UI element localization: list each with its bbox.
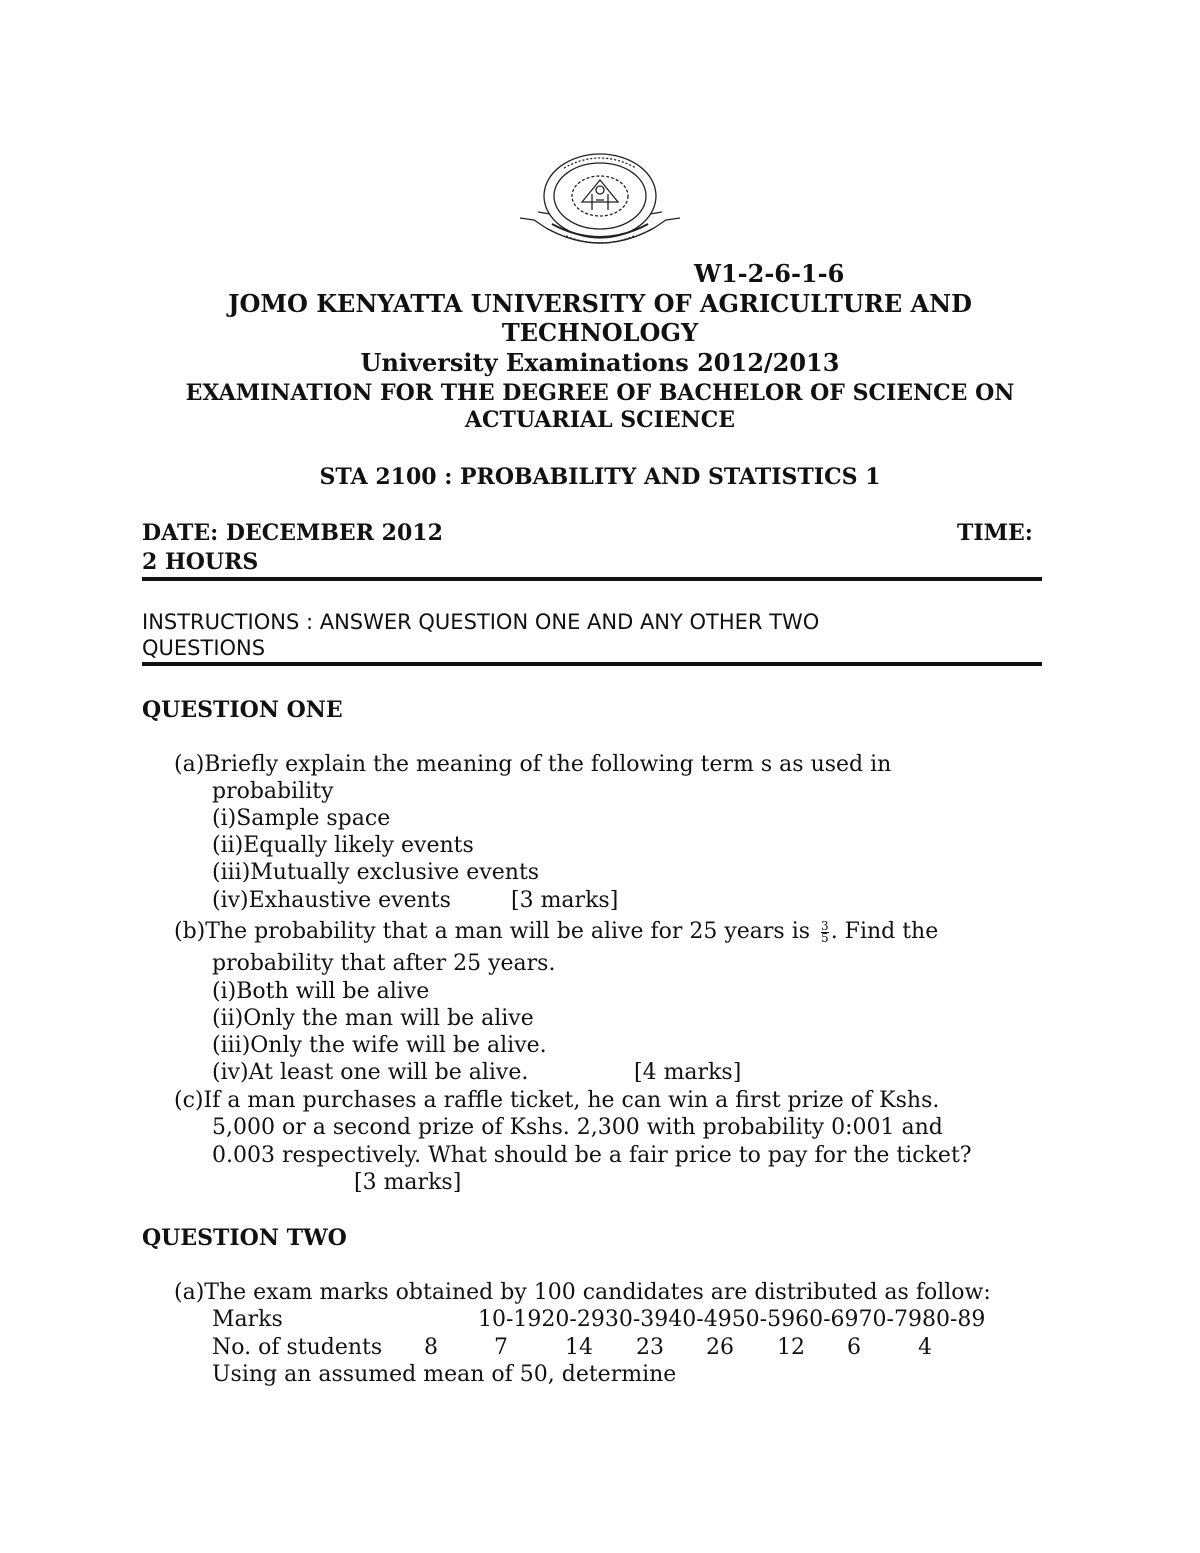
q1b-continuation: probability that after 25 years. bbox=[212, 951, 556, 976]
course-title: STA 2100 : PROBABILITY AND STATISTICS 1 bbox=[319, 464, 881, 490]
q1a-lead: (a)Briefly explain the meaning of the following term s as used in bbox=[174, 752, 892, 777]
students-cell: 26 bbox=[706, 1335, 734, 1360]
students-row-label: No. of students bbox=[212, 1335, 383, 1360]
q1a-item: (iii)Mutually exclusive events bbox=[212, 860, 540, 885]
students-cell: 8 bbox=[424, 1335, 438, 1360]
degree-line1: EXAMINATION FOR THE DEGREE OF BACHELOR OF SCIENCE ON bbox=[185, 380, 1015, 406]
q1c-marks: [3 marks] bbox=[354, 1170, 462, 1195]
students-cell: 7 bbox=[494, 1335, 508, 1360]
q1b-item: (i)Both will be alive bbox=[212, 979, 430, 1004]
q1b-fraction-denominator: 5 bbox=[821, 930, 829, 945]
q2a-lead: (a)The exam marks obtained by 100 candidates are distributed as follow: bbox=[174, 1280, 991, 1305]
university-name-line2: TECHNOLOGY bbox=[501, 318, 699, 347]
q1b-fraction-numerator: 3 bbox=[821, 918, 829, 933]
q1b-fraction bbox=[821, 918, 829, 945]
university-name-line1: JOMO KENYATTA UNIVERSITY OF AGRICULTURE AND bbox=[228, 289, 972, 318]
q1b-item: (ii)Only the man will be alive bbox=[212, 1006, 534, 1031]
exam-session: University Examinations 2012/2013 bbox=[360, 348, 840, 377]
q1a-marks: [3 marks] bbox=[511, 888, 619, 913]
university-seal-icon bbox=[512, 150, 688, 258]
students-cell: 4 bbox=[918, 1335, 932, 1360]
q1b-item: (iii)Only the wife will be alive. bbox=[212, 1033, 547, 1058]
marks-row-label: Marks bbox=[212, 1307, 283, 1332]
q2a-tail: Using an assumed mean of 50, determine bbox=[212, 1362, 677, 1387]
students-cell: 14 bbox=[565, 1335, 593, 1360]
q1b-lead bbox=[174, 919, 938, 944]
q1b-item: (iv)At least one will be alive. bbox=[212, 1060, 529, 1085]
q1b-marks: [4 marks] bbox=[634, 1060, 742, 1085]
paper-code: W1-2-6-1-6 bbox=[694, 259, 845, 288]
instructions-divider bbox=[142, 662, 1042, 666]
instructions-line2: QUESTIONS bbox=[142, 636, 266, 660]
q1a-item: (i)Sample space bbox=[212, 806, 391, 831]
students-cell: 12 bbox=[777, 1335, 805, 1360]
question-two-heading: QUESTION TWO bbox=[142, 1225, 347, 1251]
q1a-continuation: probability bbox=[212, 779, 334, 804]
q1c-line1: (c)If a man purchases a raffle ticket, he can win a first prize of Kshs. bbox=[174, 1088, 940, 1113]
exam-duration: 2 HOURS bbox=[142, 549, 259, 575]
marks-row-ranges: 10-1920-2930-3940-4950-5960-6970-7980-89 bbox=[478, 1307, 986, 1332]
header-divider bbox=[142, 577, 1042, 581]
q1a-item: (ii)Equally likely events bbox=[212, 833, 474, 858]
exam-time-label: TIME: bbox=[957, 520, 1033, 546]
question-one-heading: QUESTION ONE bbox=[142, 697, 343, 723]
q1b-lead-text: (b)The probability that a man will be alive for 25 years is bbox=[174, 919, 811, 944]
q1b-lead-end: . Find the bbox=[830, 919, 939, 944]
q1a-item: (iv)Exhaustive events bbox=[212, 888, 451, 913]
q1c-line2: 5,000 or a second prize of Kshs. 2,300 with probability 0:001 and bbox=[212, 1115, 943, 1140]
students-cell: 6 bbox=[847, 1335, 861, 1360]
students-cell: 23 bbox=[636, 1335, 664, 1360]
exam-date: DATE: DECEMBER 2012 bbox=[142, 520, 443, 546]
instructions-line1: INSTRUCTIONS : ANSWER QUESTION ONE AND ANY OTHER TWO bbox=[142, 610, 820, 634]
degree-line2: ACTUARIAL SCIENCE bbox=[464, 407, 736, 433]
q1c-line3: 0.003 respectively. What should be a fair price to pay for the ticket? bbox=[212, 1143, 972, 1168]
